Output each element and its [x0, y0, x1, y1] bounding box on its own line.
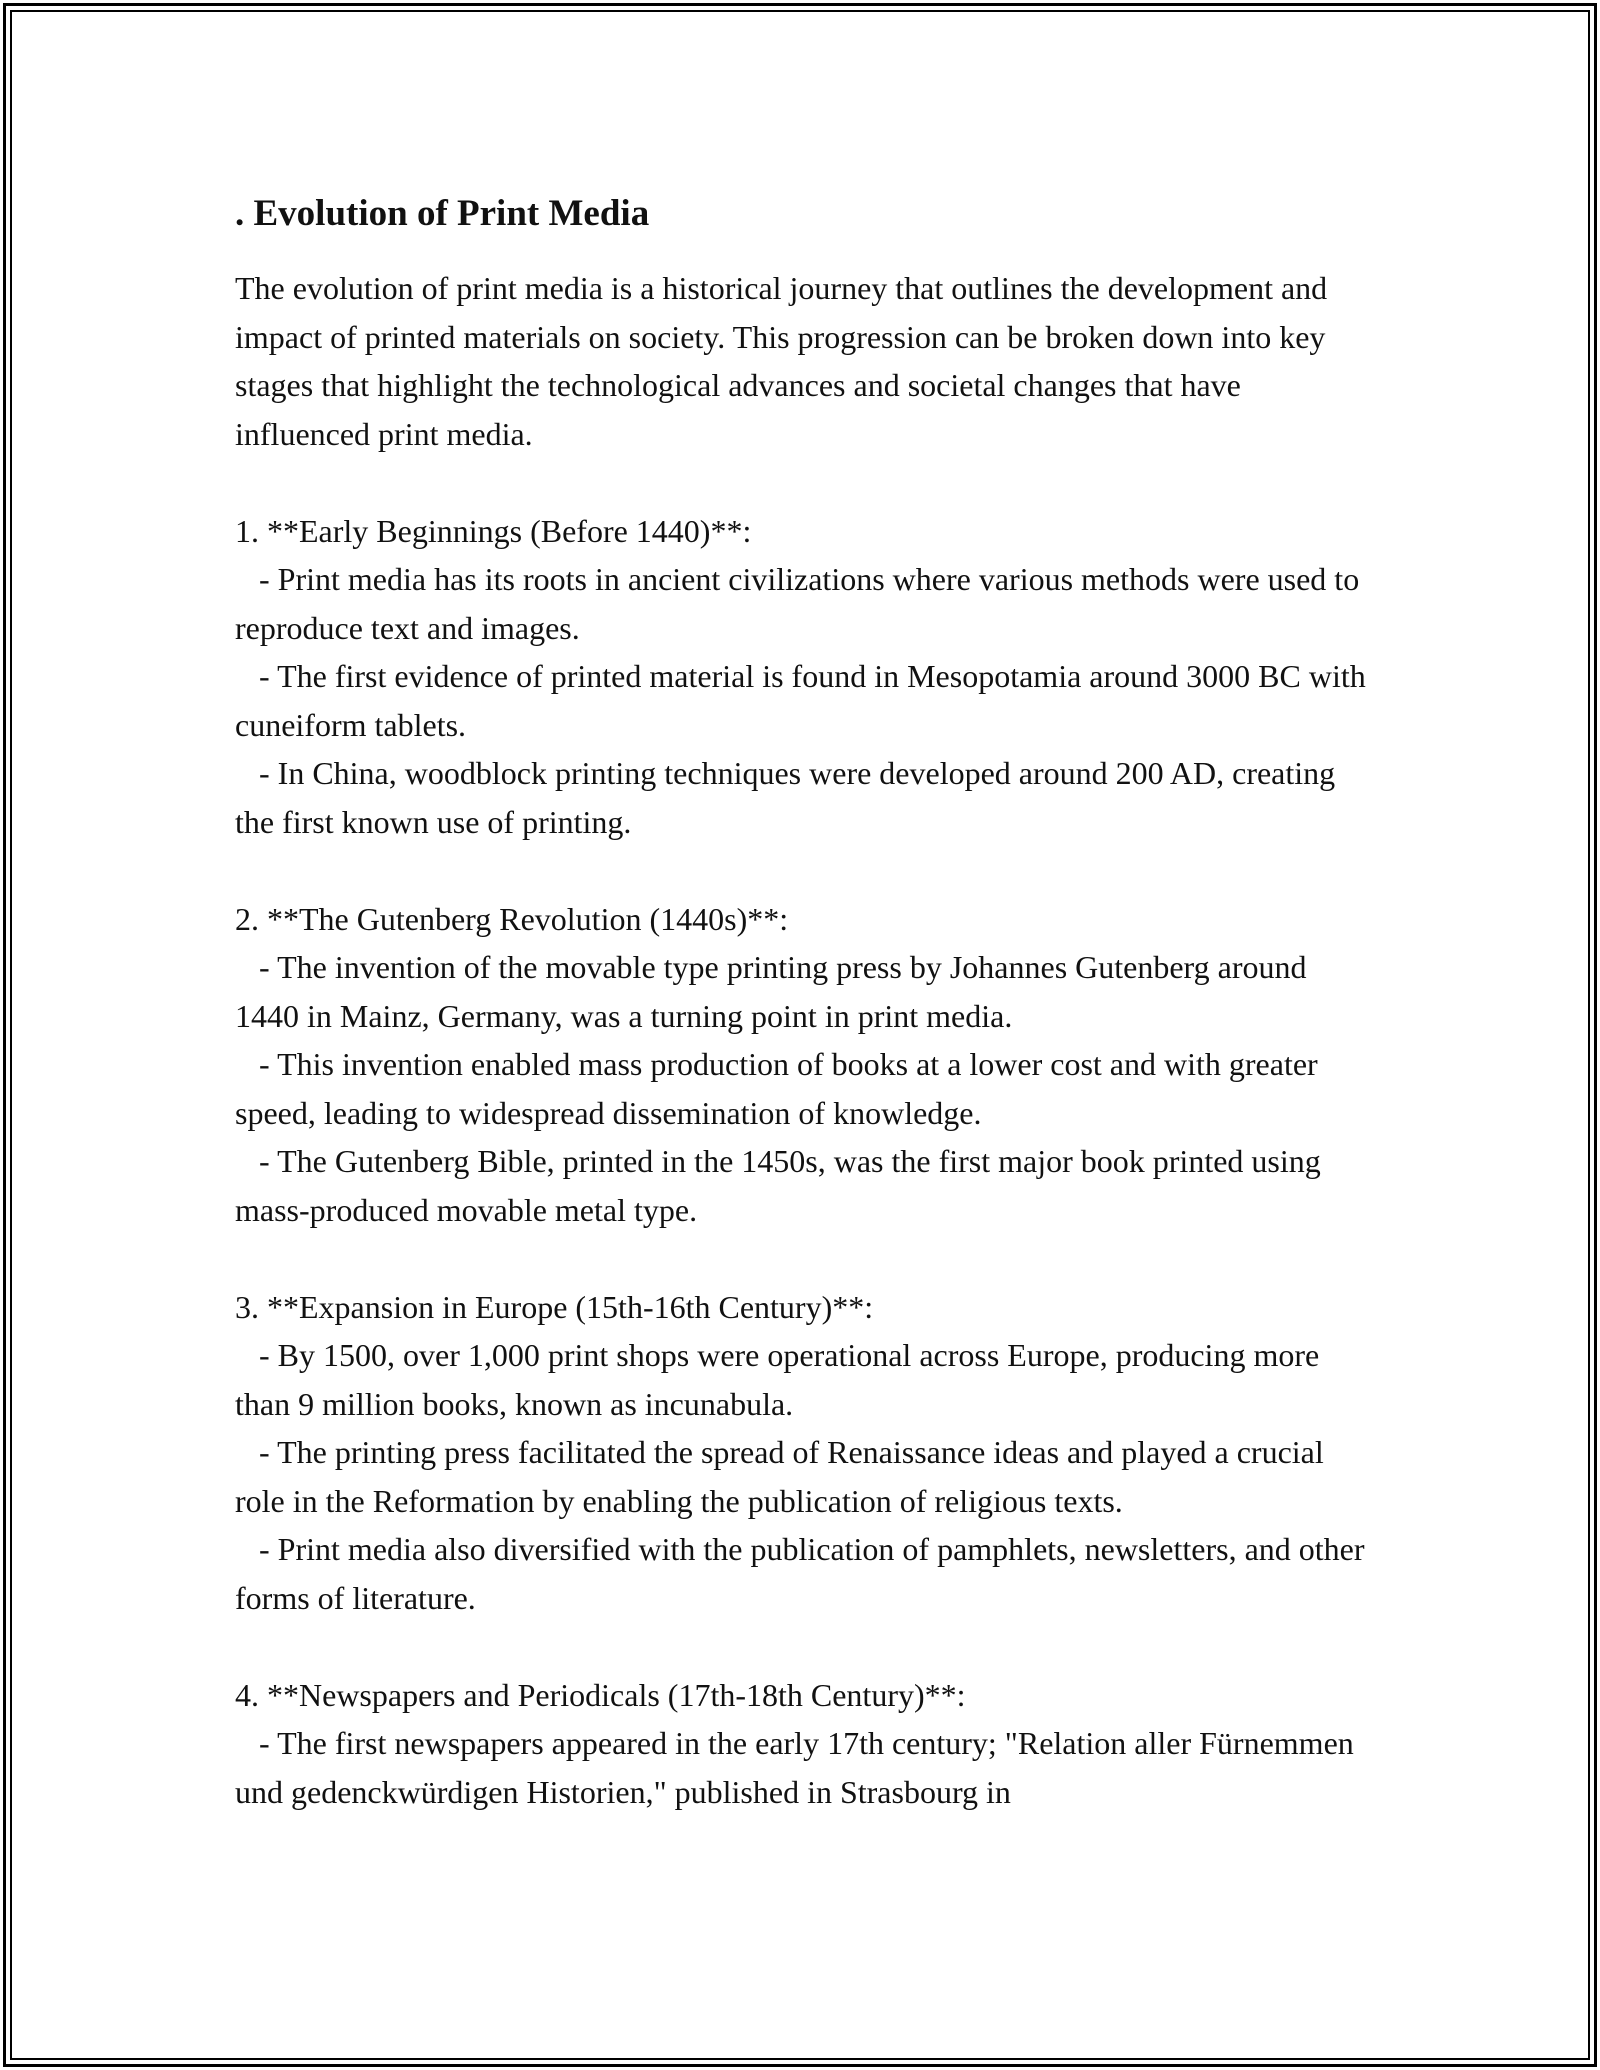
section-3 [235, 1283, 1375, 1623]
document-title: . Evolution of Print Media [235, 193, 650, 234]
list-item: - In China, woodblock printing techniques were developed around 200 AD, creating the first known use of printing. [235, 755, 1344, 840]
intro-paragraph: The evolution of print media is a historical journey that outlines the development and impact of printed materials on society. This progression can be broken down into key stages that highlight the technological advances and societal changes that have influenced print media. [235, 270, 1328, 452]
spacer [235, 458, 1375, 507]
list-item: - The invention of the movable type printing press by Johannes Gutenberg around 1440 in Mainz, Germany, was a turning point in print media. [235, 949, 1315, 1034]
list-item: - By 1500, over 1,000 print shops were operational across Europe, producing more than 9 million books, known as incunabula. [235, 1337, 1328, 1422]
list-item: - Print media also diversified with the publication of pamphlets, newsletters, and other forms of literature. [235, 1531, 1373, 1616]
section-heading: 1. **Early Beginnings (Before 1440)**: [235, 512, 752, 549]
list-item: - The Gutenberg Bible, printed in the 1450s, was the first major book printed using mass-produced movable metal type. [235, 1143, 1329, 1228]
document-content [235, 190, 1375, 1816]
list-item: - The first evidence of printed material is found in Mesopotamia around 3000 BC with cuneiform tablets. [235, 658, 1374, 743]
list-item: - This invention enabled mass production of books at a lower cost and with greater speed, leading to widespread dissemination of knowledge. [235, 1046, 1326, 1131]
list-item: - The first newspapers appeared in the early 17th century; "Relation aller Fürnemmen und gedenckwürdigen Historien," published in Strasbourg in [235, 1725, 1362, 1810]
section-4 [235, 1671, 1375, 1817]
section-heading: 3. **Expansion in Europe (15th-16th Century)**: [235, 1288, 874, 1325]
section-2 [235, 895, 1375, 1235]
spacer [235, 1234, 1375, 1283]
spacer [235, 846, 1375, 895]
list-item: - The printing press facilitated the spread of Renaissance ideas and played a crucial role in the Reformation by enabling the publication of religious texts. [235, 1434, 1332, 1519]
section-heading: 2. **The Gutenberg Revolution (1440s)**: [235, 900, 789, 937]
section-1 [235, 507, 1375, 847]
list-item: - Print media has its roots in ancient civilizations where various methods were used to reproduce text and images. [235, 561, 1368, 646]
spacer [235, 1622, 1375, 1671]
section-heading: 4. **Newspapers and Periodicals (17th-18th Century)**: [235, 1676, 966, 1713]
